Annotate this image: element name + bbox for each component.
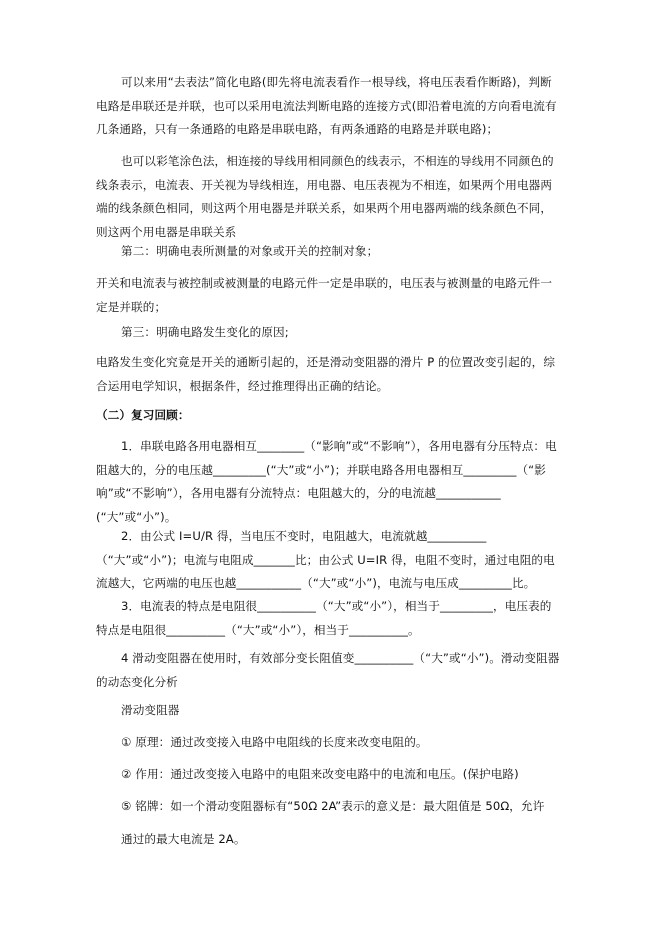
paragraph-change-cause: 电路发生变化究竟是开关的通断引起的，还是滑动变阻器的滑片 P 的位置改变引起的，综合运用电学知识，根据条件，经过推理得出正确的结论。 <box>96 355 556 393</box>
rheostat-heading: 滑动变阻器 <box>121 703 180 717</box>
rheostat-function: ② 作用：通过改变接入电路中的电阻来改变电路中的电流和电压。(保护电路) <box>121 767 519 781</box>
rheostat-principle: ① 原理：通过改变接入电路中电阻线的长度来改变电阻的。 <box>121 735 428 749</box>
question-3-meter-features: 3．电流表的特点是电阻很__________（“大”或“小”），相当于_________，电压表的特点是电阻很__________（“大”或“小”），相当于__________。 <box>96 599 552 637</box>
paragraph-switch-ammeter: 开关和电流表与被控制或被测量的电路元件一定是串联的，电压表与被测量的电路元件一定是并联的； <box>96 276 553 314</box>
rheostat-max-current: 通过的最大电流是 2A。 <box>121 832 246 846</box>
paragraph-color-method: 也可以彩笔涂色法，相连接的导线用相同颜色的线表示，不相连的导线用不同颜色的线条表示，电流表、开关视为导线相连，用电器、电压表视为不相连，如果两个用电器两端的线条颜色相同，则这两个用电器是并联关系，如果两个用电器两端的线条颜色不同，则这两个用电器是串联关系 <box>96 154 554 239</box>
question-1-series-parallel: 1．串联电路各用电器相互________（“影响”或“不影响”），各用电器有分压特点：电阻越大的，分的电压越_________(“大”或“小”)；并联电路各用电器相互_________（“影响”或“不影响”），各用电器有分流特点：电阻越大的，分的电流越___________(“大”或“小”)。 <box>96 439 557 524</box>
question-2-ohms-law: 2．由公式 I=U/R 得，当电压不变时，电阻越大，电流就越__________（“大”或“小”)；电流与电阻成_______比；由公式 U=IR 得，电阻不变时，通过电阻的电流越大，它两端的电压也越___________（“大”或“小”)，电流与电压成_________比。 <box>96 529 555 591</box>
paragraph-simplify-circuit: 可以来用“去表法”简化电路(即先将电流表看作一根导线，将电压表看作断路)，判断电路是串联还是并联，也可以采用电流法判断电路的连接方式(即沿着电流的方向看电流有几条通路，只有一条通路的电路是串联电路，有两条通路的电路是并联电路)； <box>96 75 557 137</box>
paragraph-step-two: 第二：明确电表所测量的对象或开关的控制对象； <box>121 244 379 258</box>
rheostat-nameplate: ⑤ 铭牌：如一个滑动变阻器标有“50Ω 2A”表示的意义是：最大阻值是 50Ω，允许 <box>121 799 545 813</box>
section-heading-review: （二）复习回顾： <box>96 408 190 422</box>
question-4-rheostat: 4 滑动变阻器在使用时，有效部分变长阻值变__________（“大”或“小”)。滑动变阻器的动态变化分析 <box>96 651 560 689</box>
paragraph-step-three: 第三：明确电路发生变化的原因; <box>121 325 289 339</box>
